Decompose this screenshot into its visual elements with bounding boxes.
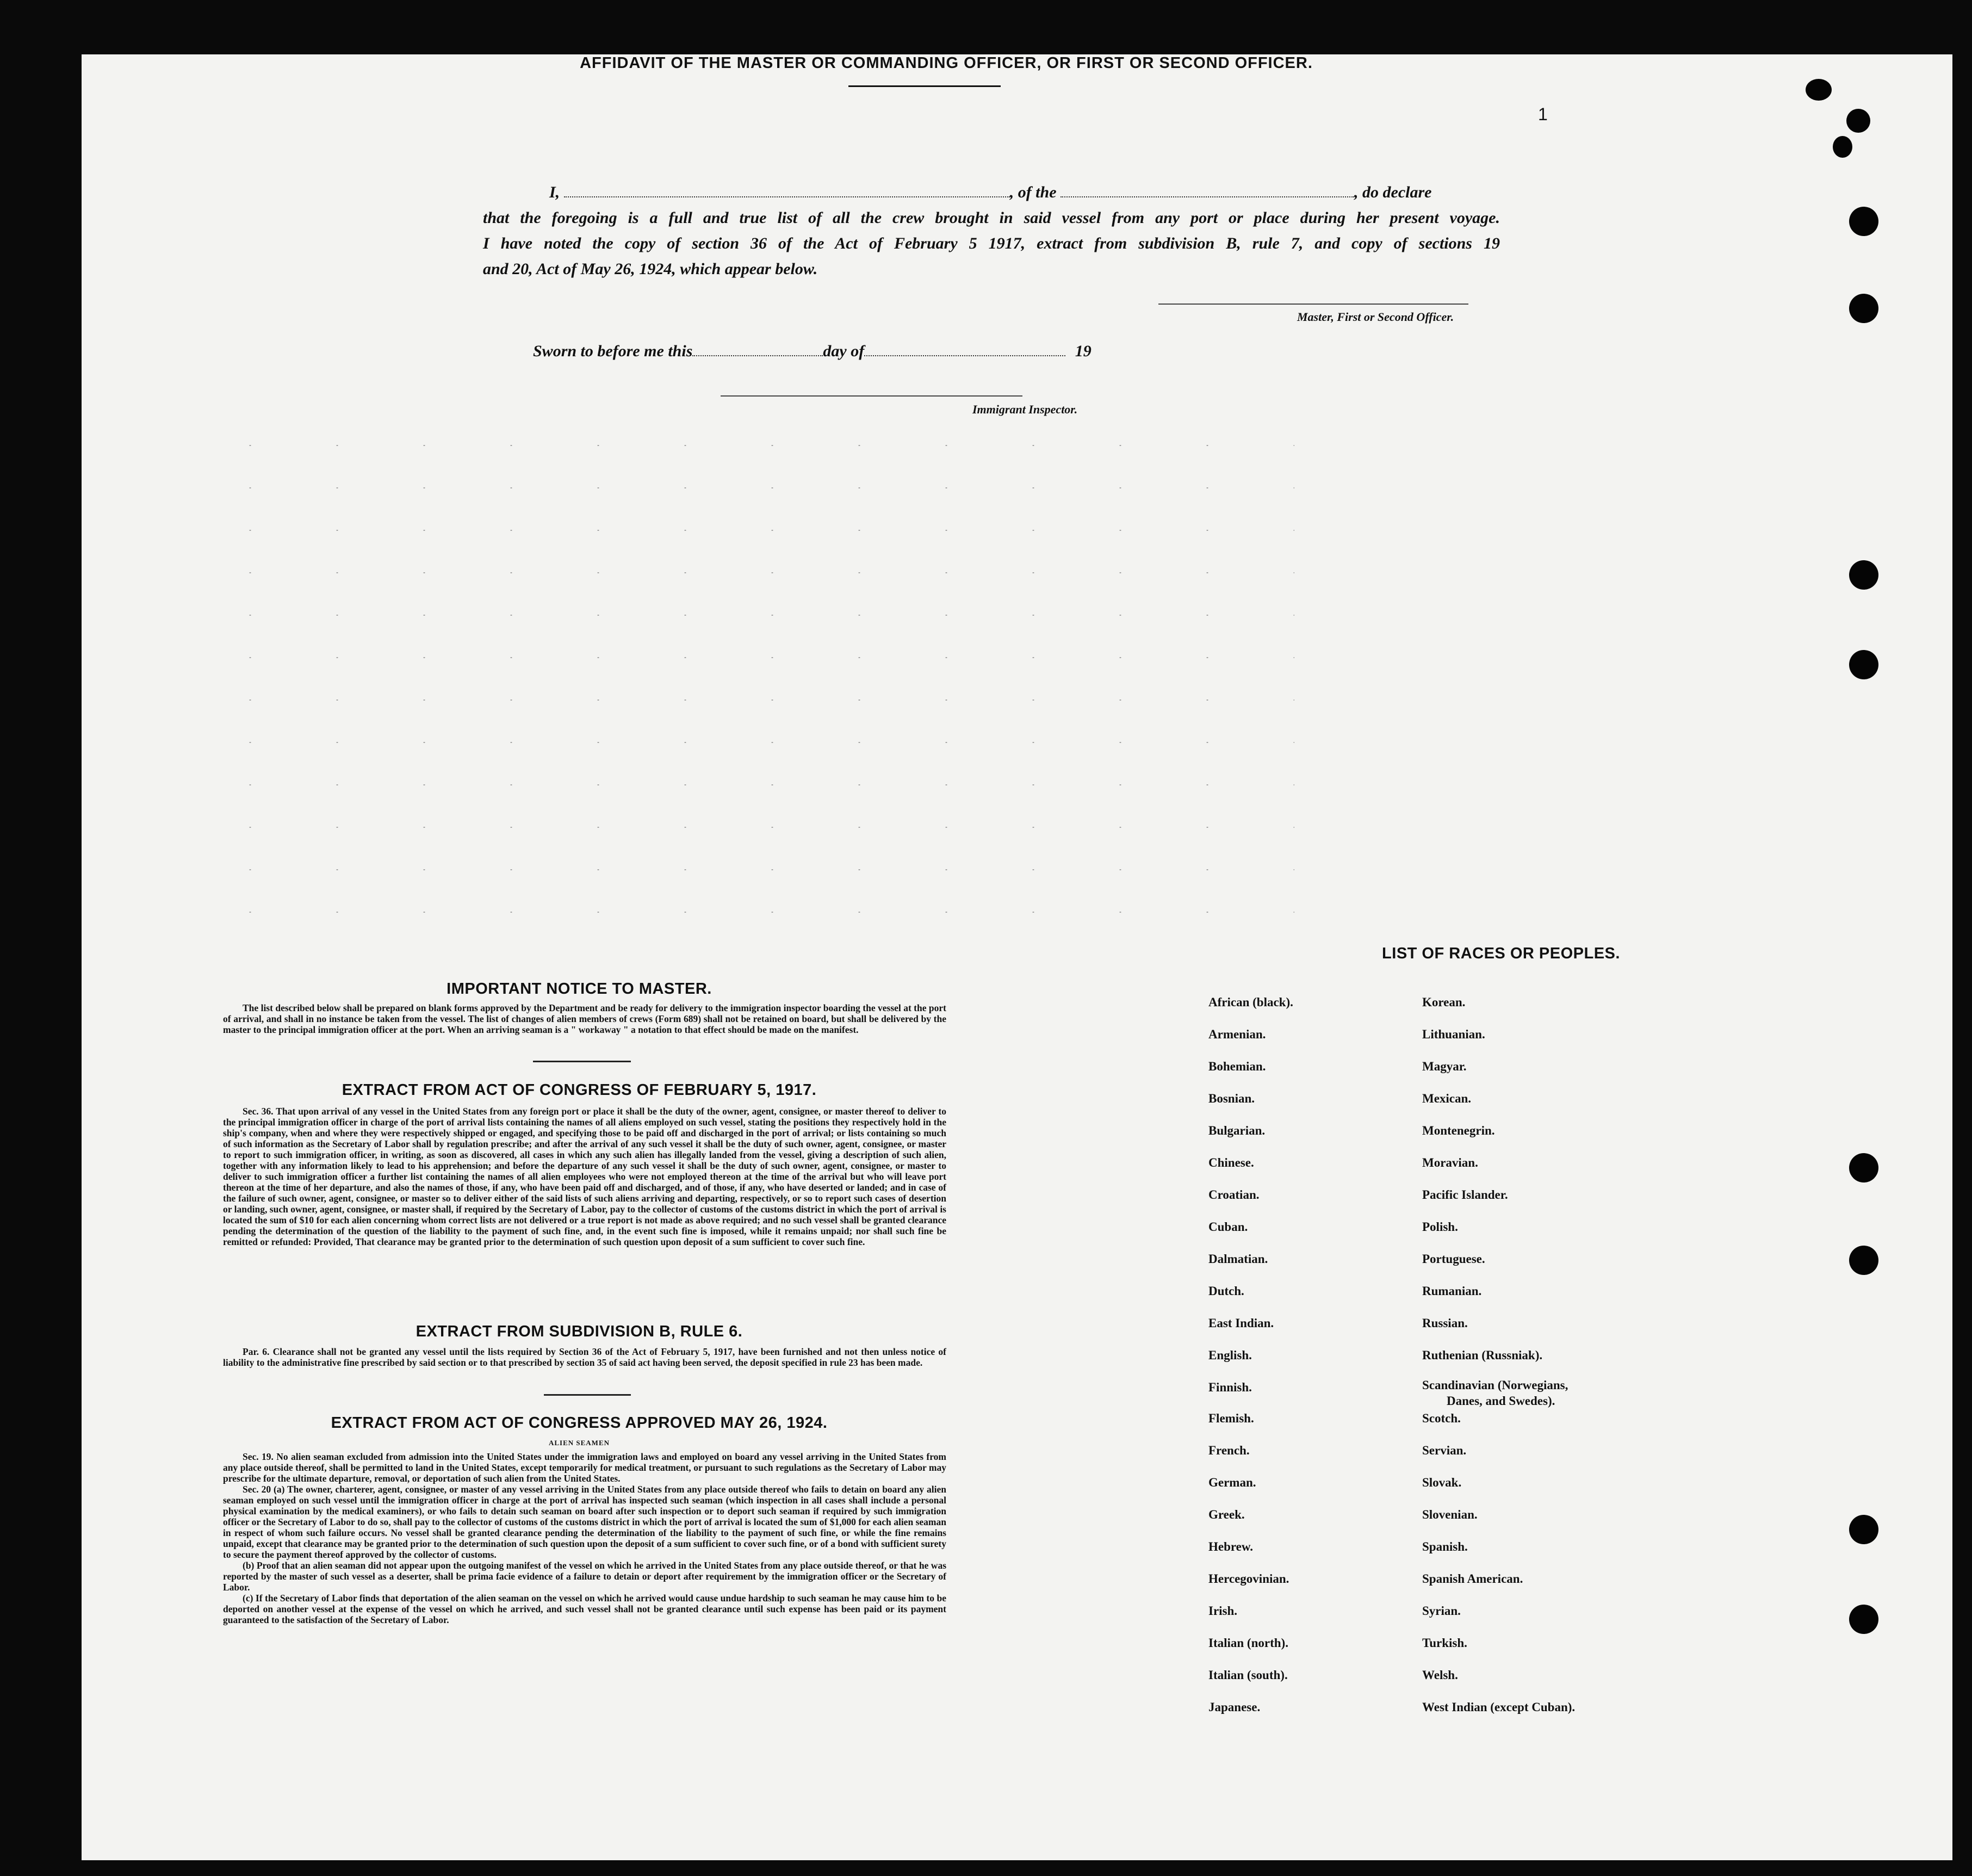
name-blank[interactable] — [564, 196, 1010, 197]
punch-hole — [1846, 109, 1870, 133]
inspector-signature-line[interactable] — [721, 395, 1022, 397]
punch-hole — [1849, 294, 1878, 323]
punch-hole — [1849, 560, 1878, 590]
race-item-left: Armenian. — [1208, 1027, 1266, 1041]
master-caption: Master, First or Second Officer. — [1297, 310, 1454, 324]
race-item-right: Magyar. — [1422, 1060, 1467, 1073]
title-underline — [848, 85, 1001, 87]
affidavit-title: AFFIDAVIT OF THE MASTER OR COMMANDING OFFICER, OR FIRST OR SECOND OFFICER. — [580, 54, 1313, 72]
race-item-scandinavian-cont: Danes, and Swedes). — [1447, 1394, 1555, 1408]
race-item-left: Dalmatian. — [1208, 1252, 1268, 1266]
sworn-day-of: day of — [823, 342, 865, 360]
races-heading: LIST OF RACES OR PEOPLES. — [1382, 945, 1620, 962]
bleed-through-dots — [207, 424, 1294, 914]
race-item-left: Bohemian. — [1208, 1060, 1266, 1073]
race-item-right: Lithuanian. — [1422, 1027, 1485, 1041]
inspector-caption: Immigrant Inspector. — [972, 403, 1078, 416]
race-item-right: Servian. — [1422, 1444, 1467, 1457]
punch-hole — [1833, 136, 1852, 158]
race-item-left: Japanese. — [1208, 1700, 1261, 1714]
race-item-right: Spanish American. — [1422, 1572, 1523, 1586]
race-item-left: Bosnian. — [1208, 1092, 1255, 1105]
race-item-left: French. — [1208, 1444, 1250, 1457]
race-item-left: Bulgarian. — [1208, 1124, 1266, 1137]
race-item-right: Slovenian. — [1422, 1508, 1478, 1521]
extract-1917-heading: EXTRACT FROM ACT OF CONGRESS OF FEBRUARY 5, 1917. — [342, 1081, 817, 1099]
race-item-right: Montenegrin. — [1422, 1124, 1495, 1137]
race-item-left: Hercegovinian. — [1208, 1572, 1289, 1586]
punch-hole — [1849, 1605, 1878, 1634]
notice-heading: IMPORTANT NOTICE TO MASTER. — [447, 980, 712, 998]
punch-hole — [1849, 1515, 1878, 1544]
race-item-left: Dutch. — [1208, 1284, 1244, 1298]
race-item-right: Slovak. — [1422, 1476, 1462, 1489]
race-item-right: Russian. — [1422, 1316, 1468, 1330]
race-item-right: Rumanian. — [1422, 1284, 1482, 1298]
race-item-right: Polish. — [1422, 1220, 1458, 1234]
race-item-right: West Indian (except Cuban). — [1422, 1700, 1576, 1714]
declaration-line-2: that the foregoing is a full and true list of all the crew brought in said vessel from any port or place during her present voyage. — [483, 209, 1500, 227]
extract-rule-body: Par. 6. Clearance shall not be granted any vessel until the lists required by Section 36 of the Act of February 5, 1917, have been furnished and not then unless notice of liability to the administrative fine prescribed by said section or to that prescribed by section 35 of said act having been served, the deposit specified in rule 23 has been made. — [223, 1346, 946, 1368]
punch-hole — [1849, 1153, 1878, 1182]
sec-20-b: (b) Proof that an alien seaman did not appear upon the outgoing manifest of the vessel on which he arrived in the United States from any place outside thereof, or that he was reported by the master of such vessel as a deserter, shall be prima facie evidence of a failure to detain or deport after requirement by the immigration officer or the Secretary of Labor. — [223, 1560, 946, 1593]
race-item-right: Scotch. — [1422, 1411, 1461, 1425]
declaration-line-1 — [549, 179, 1498, 205]
race-item-left: Greek. — [1208, 1508, 1245, 1521]
extract-1924-body — [223, 1451, 946, 1625]
race-item-left: Irish. — [1208, 1604, 1238, 1618]
sworn-date-blank[interactable] — [692, 355, 823, 356]
extract-1924-heading: EXTRACT FROM ACT OF CONGRESS APPROVED MAY 26, 1924. — [331, 1414, 828, 1432]
declaration-line-4: and 20, Act of May 26, 1924, which appear below. — [483, 260, 818, 278]
decl-of-the: , of the — [1009, 183, 1057, 201]
race-item-right: Portuguese. — [1422, 1252, 1485, 1266]
sworn-month-blank[interactable] — [864, 355, 1065, 356]
decl-do-declare: , do declare — [1354, 183, 1432, 201]
punch-hole — [1849, 650, 1878, 679]
punch-hole — [1806, 79, 1832, 101]
race-item-right: Syrian. — [1422, 1604, 1461, 1618]
divider-1 — [533, 1061, 631, 1062]
sworn-year: 19 — [1075, 342, 1092, 360]
race-item-left: African (black). — [1208, 995, 1293, 1009]
race-item-right: Pacific Islander. — [1422, 1188, 1508, 1202]
master-signature-line[interactable] — [1158, 304, 1468, 305]
alien-seamen-subheading: ALIEN SEAMEN — [548, 1439, 610, 1447]
sec-19: Sec. 19. No alien seaman excluded from admission into the United States under the immigration laws and employed on board any vessel arriving in the United States from any place outside thereof, shall be permitted to land in the United States, except temporarily for medical treatment, or pursuant to such regulations as the Secretary of Labor may prescribe for the ultimate departure, removal, or deportation of such alien from the United States. — [223, 1451, 946, 1484]
race-item-left: Croatian. — [1208, 1188, 1260, 1202]
race-item-right: Mexican. — [1422, 1092, 1472, 1105]
race-item-right: Spanish. — [1422, 1540, 1468, 1553]
divider-2 — [544, 1394, 631, 1396]
sec-20-c: (c) If the Secretary of Labor finds that deportation of the alien seaman on the vessel on which he arrived would cause undue hardship to such seaman he may cause him to be deported on another vessel at the expense of the vessel on which he arrived, and such vessel shall not be granted clearance until such expense has been paid or its payment guaranteed to the satisfaction of the Secretary of Labor. — [223, 1593, 946, 1625]
extract-1917-body: Sec. 36. That upon arrival of any vessel in the United States from any foreign port or place it shall be the duty of the owner, agent, consignee, or master thereof to deliver to the principal immigration officer in charge of the port of arrival lists containing the names of all aliens employed on such vessel, stating the positions they respectively hold in the ship's company, when and where they were respectively shipped or engaged, and specifying those to be paid off and discharged in the port of arrival; or lists containing so much of such information as the Secretary of Labor shall by regulation prescribe; and after the arrival of any such vessel it shall be the duty of such owner, agent, consignee, or master to report to such immigration officer, in writing, as soon as discovered, all cases in which any such alien has illegally landed from the vessel, giving a description of such alien, together with any information likely to lead to his apprehension; and before the departure of any such vessel it shall be the duty of such owner, agent, consignee, or master to deliver to such immigration officer a further list containing the names of all alien employees who were not employed thereon at the time of the arrival but who will leave port thereon at the time of her departure, and also the names of those, if any, who have been paid off and discharged, and of those, if any, who have deserted or landed; and in case of the failure of such owner, agent, consignee, or master so to deliver either of the said lists of such aliens arriving and departing, respectively, or so to report such cases of desertion or landing, such owner, agent, consignee, or master shall, if required by the Secretary of Labor, pay to the collector of customs of the customs district in which the port of arrival is located the sum of $10 for each alien concerning whom correct lists are not delivered or a true report is not made as above required; and no such vessel shall be granted clearance pending the determination of the question of the liability to the payment of such fine, and, in the event such fine is imposed, while it remains unpaid; nor shall such fine be remitted or refunded: Provided, That clearance may be granted prior to the determination of such question upon deposit of a sum sufficient to cover such fine. — [223, 1106, 946, 1247]
decl-i: I, — [549, 183, 560, 201]
sworn-prefix: Sworn to before me this — [533, 342, 693, 360]
race-item-right: Korean. — [1422, 995, 1466, 1009]
punch-hole — [1849, 1246, 1878, 1275]
race-item-left: German. — [1208, 1476, 1256, 1489]
extract-rule-heading: EXTRACT FROM SUBDIVISION B, RULE 6. — [416, 1323, 743, 1340]
sec-20-a: Sec. 20 (a) The owner, charterer, agent, consignee, or master of any vessel arriving in the United States from any place outside thereof who fails to detain on board any alien seaman employed on such vessel until the immigration officer in charge at the port of arrival has inspected such seaman (which inspection in all cases shall include a personal physical examination by the medical examiners), or who fails to detain such seaman on board after such inspection or to deport such seaman if required by such immigration officer or the Secretary of Labor to do so, shall pay to the collector of customs of the customs district in which the port of arrival is located the sum of $1,000 for each alien seaman in respect of whom such failure occurs. No vessel shall be granted clearance pending the determination of the liability to the payment of such fine, or while the fine remains unpaid, except that clearance may be granted prior to the determination of such question upon the deposit of a sum sufficient to cover such fine, or of a bond with sufficient surety to secure the payment thereof approved by the collector of customs. — [223, 1484, 946, 1560]
race-item-right: Welsh. — [1422, 1668, 1458, 1682]
race-item-left: Italian (south). — [1208, 1668, 1288, 1682]
race-item-right: Ruthenian (Russniak). — [1422, 1348, 1543, 1362]
race-item-left: East Indian. — [1208, 1316, 1274, 1330]
race-item-left: Finnish. — [1208, 1380, 1252, 1394]
race-item-left: Italian (north). — [1208, 1636, 1288, 1650]
declaration-line-3: I have noted the copy of section 36 of the Act of February 5 1917, extract from subdivision B, rule 7, and copy of sections 19 — [483, 234, 1500, 252]
race-item-right: Scandinavian (Norwegians, — [1422, 1378, 1568, 1392]
race-item-left: Flemish. — [1208, 1411, 1254, 1425]
race-item-left: English. — [1208, 1348, 1252, 1362]
notice-body: The list described below shall be prepared on blank forms approved by the Department and be ready for delivery to the immigration inspector boarding the vessel at the port of arrival, and shall in no instance be taken from the vessel. The list of changes of alien members of crews (Form 689) shall not be retained on board, but shall be delivered by the master to the principal immigration officer at the port. When an arriving seaman is a " workaway " a notation to that effect should be made on the manifest. — [223, 1002, 946, 1035]
race-item-left: Cuban. — [1208, 1220, 1248, 1234]
sworn-line — [533, 338, 1131, 364]
race-item-left: Hebrew. — [1208, 1540, 1253, 1553]
corner-mark: 1 — [1538, 104, 1548, 124]
race-item-left: Chinese. — [1208, 1156, 1254, 1169]
vessel-blank[interactable] — [1061, 196, 1354, 197]
punch-hole — [1849, 207, 1878, 236]
race-item-right: Turkish. — [1422, 1636, 1467, 1650]
race-item-right: Moravian. — [1422, 1156, 1478, 1169]
